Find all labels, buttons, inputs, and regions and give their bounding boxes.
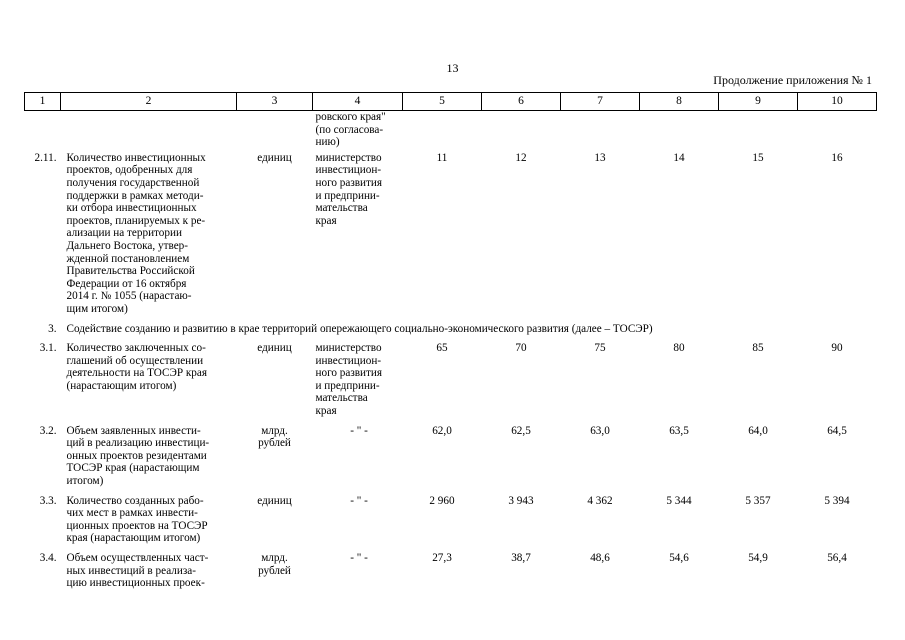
indicator-name: Объем заявленных инвести- ций в реализацию инвестици- онных проектов резидентами ТОСЭР края (нарастающим итогом) — [66, 424, 210, 488]
column-number-header-row — [25, 93, 877, 111]
responsible-executor: министерство инвестицион- ного развития и предприни- мательства края — [315, 342, 383, 418]
column-header: 10 — [798, 93, 877, 111]
year-value: 48,6 — [590, 552, 610, 564]
table-row — [25, 552, 877, 597]
unit-of-measure: млрд. рублей — [258, 552, 291, 577]
column-header: 9 — [719, 93, 798, 111]
year-value: 62,0 — [432, 424, 452, 437]
year-value: 64,0 — [748, 424, 768, 437]
indicator-name: Объем осуществленных част- ных инвестиций в реализа- цию инвестиционных проек- — [66, 552, 209, 590]
column-header: 5 — [403, 93, 482, 111]
responsible-executor: - " - — [350, 494, 368, 507]
column-header: 1 — [25, 93, 61, 111]
unit-of-measure: единиц — [257, 151, 292, 164]
year-value: 54,6 — [669, 552, 689, 564]
column-header: 4 — [313, 93, 403, 111]
year-value: 4 362 — [587, 494, 613, 507]
table-body — [25, 111, 877, 597]
continuation-label: Продолжение приложения № 1 — [713, 73, 872, 87]
responsible-executor: - " - — [350, 424, 368, 437]
year-value: 62,5 — [511, 424, 531, 437]
year-value: 3 943 — [508, 494, 534, 507]
year-value: 75 — [594, 342, 606, 355]
indicator-number: 3.2. — [39, 424, 57, 437]
year-value: 63,5 — [669, 424, 689, 437]
indicator-number: 3.3. — [39, 494, 57, 507]
year-value: 13 — [594, 151, 606, 164]
column-header: 7 — [561, 93, 640, 111]
year-value: 15 — [752, 151, 764, 164]
year-value: 27,3 — [432, 552, 452, 564]
responsible-executor: - " - — [350, 552, 368, 564]
page-number: 13 — [446, 61, 459, 75]
table-row — [25, 342, 877, 425]
table-row — [25, 425, 877, 495]
column-header: 8 — [640, 93, 719, 111]
year-value: 54,9 — [748, 552, 768, 564]
year-value: 80 — [673, 342, 685, 355]
year-value: 2 960 — [429, 494, 455, 507]
year-value: 63,0 — [590, 424, 610, 437]
responsible-executor: министерство инвестицион- ного развития и предприни- мательства края — [315, 151, 383, 227]
year-value: 56,4 — [827, 552, 847, 564]
section-row — [25, 323, 877, 343]
unit-of-measure: единиц — [257, 342, 292, 355]
indicator-number: 3.4. — [39, 552, 57, 564]
column-header: 2 — [61, 93, 237, 111]
column-header: 3 — [237, 93, 313, 111]
year-value: 5 394 — [824, 494, 850, 507]
section-title: Содействие созданию и развитию в крае территорий опережающего социально-экономического развития (далее – ТОСЭР) — [66, 322, 653, 335]
year-value: 14 — [673, 151, 685, 164]
year-value: 5 344 — [666, 494, 692, 507]
indicator-name: Количество созданных рабо- чих мест в рамках инвести- ционных проектов на ТОСЭР края (нарастающим итогом) — [66, 494, 208, 545]
year-value: 64,5 — [827, 424, 847, 437]
indicator-name: Количество инвестиционных проектов, одобренных для получения государственной поддержки в рамках методи- ки отбора инвестиционных проектов, планируемых к ре- ализации на территории Дальнего Востока, утвер- жденной постановлением Правительства Российской Федерации от 16 октября 2014 г. № 1055 (нарастаю- щим итогом) — [66, 151, 206, 315]
table-row — [25, 152, 877, 323]
indicator-number: 2.11. — [34, 151, 57, 164]
table-row — [25, 495, 877, 552]
indicator-number: 3.1. — [39, 342, 57, 355]
carryover-text: ровского края" (по согласова- нию) — [315, 111, 386, 149]
indicators-table — [24, 92, 877, 597]
year-value: 5 357 — [745, 494, 771, 507]
year-value: 85 — [752, 342, 764, 355]
year-value: 12 — [515, 151, 527, 164]
year-value: 90 — [831, 342, 843, 355]
year-value: 65 — [436, 342, 448, 355]
unit-of-measure: млрд. рублей — [258, 424, 291, 450]
column-header: 6 — [482, 93, 561, 111]
year-value: 11 — [436, 151, 448, 164]
indicator-name: Количество заключенных со- глашений об осуществлении деятельности на ТОСЭР края (нарастающим итогом) — [66, 342, 207, 392]
unit-of-measure: единиц — [257, 494, 292, 507]
year-value: 38,7 — [511, 552, 531, 564]
year-value: 16 — [831, 151, 843, 164]
year-value: 70 — [515, 342, 527, 355]
carryover-row — [25, 111, 877, 152]
section-number: 3. — [48, 322, 57, 335]
